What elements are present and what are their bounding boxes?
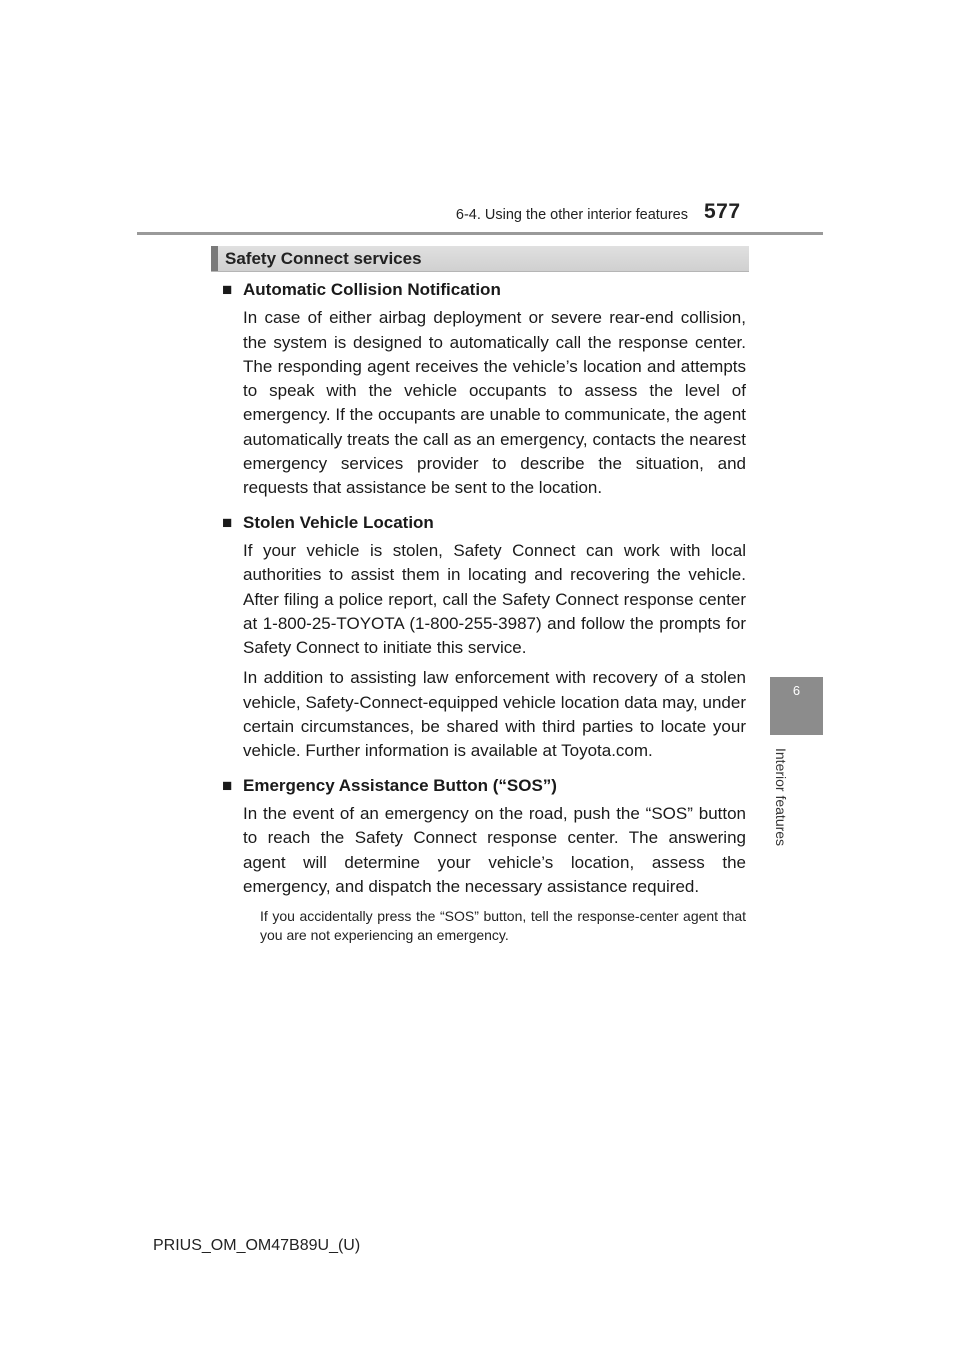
item-heading: ■ Stolen Vehicle Location: [224, 511, 746, 535]
item-heading: ■ Automatic Collision Notification: [224, 278, 746, 302]
item-emergency-assistance: [224, 774, 746, 945]
item-paragraph: In addition to assisting law enforcement with recovery of a stolen vehicle, Safety-Connect-equipped vehicle location data may, under certain circumstances, be shared with third parties to locate your vehicle. Further information is available at Toyota.com.: [243, 668, 746, 761]
chapter-number: 6: [792, 683, 801, 698]
page-number: 577: [704, 200, 741, 223]
section-title: Safety Connect services: [225, 249, 422, 268]
content: [224, 278, 746, 955]
item-paragraph: In the event of an emergency on the road, push the “SOS” button to reach the Safety Connect response center. The answering agent will determine your vehicle’s location, assess the emergency, and dispatch the necessary assistance required.: [243, 803, 746, 896]
section-bar-mark: [211, 246, 218, 271]
item-note: If you accidentally press the “SOS” button, tell the response-center agent that you are not experiencing an emergency.: [260, 908, 746, 944]
item-heading: ■ Emergency Assistance Button (“SOS”): [224, 774, 746, 798]
square-bullet-icon: ■: [222, 775, 233, 795]
square-bullet-icon: ■: [222, 280, 233, 299]
item-paragraph: If your vehicle is stolen, Safety Connect can work with local authorities to assist them in locating and recovering the vehicle. After filing a police report, call the Safety Connect response center at 1-800-25-TOYOTA (1-800-255-3987) and follow the prompts for Safety Connect to initiate this service.: [243, 540, 746, 658]
item-automatic-collision: [224, 278, 746, 501]
chapter-tab: [770, 677, 823, 735]
item-paragraph: In case of either airbag deployment or severe rear-end collision, the system is designed to automatically call the response center. The responding agent receives the vehicle’s location and attempts to speak with the vehicle occupants to assess the level of emergency. If the occupants are unable to communicate, the agent automatically treats the call as an emergency, contacts the nearest emergency services provider to describe the situation, and requests that assistance be sent to the location.: [243, 308, 746, 498]
header-rule: [137, 232, 823, 235]
square-bullet-icon: ■: [222, 512, 233, 532]
item-stolen-vehicle: [224, 511, 746, 764]
footer-code: PRIUS_OM_OM47B89U_(U): [153, 1237, 361, 1254]
header-section-title: 6-4. Using the other interior features: [455, 207, 688, 223]
section-bar: [211, 246, 749, 272]
chapter-title: Interior features: [773, 748, 789, 847]
